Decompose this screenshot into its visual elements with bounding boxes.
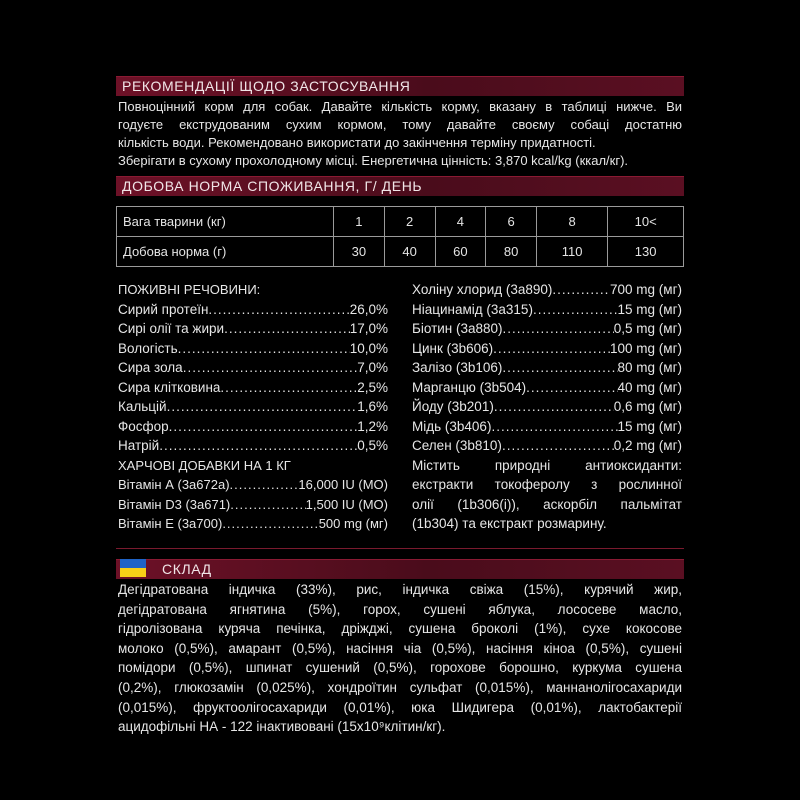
additive-name: Вітамін А (3а672а) [118, 477, 230, 492]
list-item [412, 319, 682, 339]
list-item [118, 339, 388, 359]
daily-norm-header: ДОБОВА НОРМА СПОЖИВАННЯ, Г/ ДЕНЬ [116, 176, 684, 196]
composition-line: (0,2%), глюкозамін (0,025%), хондроїтин сульфат (0,015%), маннанолігосахариди [118, 679, 682, 695]
composition-header: СКЛАД [116, 559, 684, 579]
weight-cell: 6 [486, 207, 537, 237]
norm-cell: 40 [384, 237, 435, 267]
weight-cell: 8 [537, 207, 608, 237]
nutrient-value: 1,2% [357, 418, 388, 434]
antioxidants-text [412, 456, 682, 534]
usage-line: Зберігати в сухому прохолодному місці. Енергетична цінність: 3,870 kcal/kg (ккал/кг). [118, 153, 629, 168]
weight-cell: 1 [334, 207, 385, 237]
composition-line: гідролізована куряча печінка, дріжджі, сушена броколі (1%), сухе кокосове [118, 621, 682, 637]
antioxidant-line: олії (1b306(i)), аскорбіл пальмітат [412, 496, 682, 512]
usage-header: РЕКОМЕНДАЦІЇ ЩОДО ЗАСТОСУВАННЯ [116, 76, 684, 96]
nutrient-name: Кальцій [118, 399, 167, 414]
composition-line: (0,015%), фруктоолігосахариди (0,01%), юка Шидигера (0,01%), лактобактерії [118, 699, 682, 715]
additive-value: 1,500 IU (МО) [305, 496, 388, 512]
norm-cell: 110 [537, 237, 608, 267]
section-divider [116, 548, 684, 549]
mineral-name: Залізо (3b106) [412, 360, 503, 375]
mineral-name: Мідь (3b406) [412, 418, 492, 434]
nutrient-value: 0,5% [357, 438, 388, 453]
weight-cell: 4 [435, 207, 486, 237]
nutrient-name: Сира зола [118, 360, 183, 375]
list-item [118, 319, 388, 339]
nutrient-name: Вологість [118, 340, 178, 356]
nutrients-title: ПОЖИВНІ РЕЧОВИНИ: [118, 282, 261, 297]
usage-line: годуєте екструдованим сухим кормом, тому давайте своєму собаці достатню [118, 117, 682, 132]
list-item [412, 339, 682, 359]
table-row [117, 207, 684, 237]
nutrient-value: 26,0% [349, 301, 388, 317]
norm-label: Добова норма (г) [117, 237, 334, 267]
nutrient-value: 1,6% [357, 399, 388, 414]
mineral-value: 0,5 mg (мг) [613, 321, 682, 336]
nutrients-column [118, 280, 388, 534]
list-item [118, 358, 388, 378]
nutrient-name: Натрій [118, 438, 160, 453]
usage-line: Повноцінний корм для собак. Давайте кількість корму, вказану в таблиці нижче. Ви [118, 99, 682, 114]
table-row [117, 237, 684, 267]
weight-cell: 2 [384, 207, 435, 237]
daily-norm-table [116, 206, 684, 267]
list-item [412, 397, 682, 417]
composition-line: Дегідратована індичка (33%), рис, індичка свіжа (15%), курячий жир, [118, 582, 682, 597]
list-item [118, 475, 388, 495]
mineral-name: Селен (3b810) [412, 438, 502, 453]
mineral-name: Йоду (3b201) [412, 399, 494, 414]
weight-cell: 10< [608, 207, 684, 237]
nutrient-value: 17,0% [349, 321, 388, 336]
list-item [412, 280, 682, 300]
norm-cell: 30 [334, 237, 385, 267]
additive-name: Вітамін Е (3а700) [118, 516, 223, 531]
usage-line: кількість води. Рекомендовано використати до закінчення терміну придатності. [118, 135, 596, 150]
nutrient-name: Сирі олії та жири [118, 321, 225, 336]
mineral-value: 40 mg (мг) [617, 379, 682, 395]
norm-cell: 130 [608, 237, 684, 267]
mineral-value: 100 mg (мг) [610, 340, 682, 356]
nutrient-name: Сирий протеїн [118, 301, 209, 317]
composition-line: помідори (0,5%), шпинат сушений (0,5%), горохове борошно, куркума сушена [118, 660, 682, 676]
norm-cell: 80 [486, 237, 537, 267]
additive-value: 16,000 IU (МО) [298, 477, 388, 492]
nutrient-name: Сира клітковина [118, 379, 221, 395]
composition-text [118, 580, 682, 737]
list-item [412, 300, 682, 320]
mineral-name: Ніацинамід (3а315) [412, 301, 533, 317]
minerals-column [412, 280, 682, 534]
additive-value: 500 mg (мг) [318, 516, 388, 531]
composition-line: дегідратована ягнятина (5%), горох, сушені яблука, лососеве масло, [118, 601, 682, 617]
mineral-name: Цинк (3b606) [412, 340, 494, 356]
antioxidant-line: (1b304) та екстракт розмарину. [412, 516, 607, 531]
norm-cell: 60 [435, 237, 486, 267]
list-item [118, 436, 388, 456]
mineral-value: 0,6 mg (мг) [613, 399, 682, 414]
list-item [412, 417, 682, 437]
usage-text [118, 98, 682, 170]
mineral-value: 80 mg (мг) [617, 360, 682, 375]
nutrient-value: 2,5% [357, 379, 388, 395]
composition-line: молоко (0,5%), амарант (0,5%), насіння чіа (0,5%), насіння кіноа (0,5%), сушені [118, 640, 682, 656]
mineral-name: Біотин (3а880) [412, 321, 503, 336]
list-item [118, 300, 388, 320]
mineral-value: 15 mg (мг) [617, 418, 682, 434]
mineral-name: Холіну хлорид (3а890) [412, 282, 553, 297]
additives-title: ХАРЧОВІ ДОБАВКИ НА 1 КГ [118, 457, 291, 473]
nutrient-name: Фосфор [118, 418, 169, 434]
antioxidant-line: екстракти токоферолу з рослинної [412, 477, 682, 492]
list-item [118, 378, 388, 398]
ukraine-flag-icon [120, 559, 146, 577]
list-item [412, 378, 682, 398]
list-item [412, 436, 682, 456]
weight-label: Вага тварини (кг) [117, 207, 334, 237]
mineral-name: Марганцю (3b504) [412, 379, 527, 395]
composition-line: ацидофільні НА - 122 інактивовані (15x10⁹клітин/кг). [118, 719, 446, 735]
mineral-value: 700 mg (мг) [610, 282, 682, 297]
additive-name: Вітамін D3 (3а671) [118, 496, 231, 512]
nutrient-value: 10,0% [349, 340, 388, 356]
nutrient-value: 7,0% [357, 360, 388, 375]
list-item [412, 358, 682, 378]
label-panel [116, 0, 684, 800]
mineral-value: 0,2 mg (мг) [613, 438, 682, 453]
antioxidant-line: Містить природні антиоксиданти: [412, 457, 682, 473]
list-item [118, 397, 388, 417]
mineral-value: 15 mg (мг) [617, 301, 682, 317]
list-item [118, 417, 388, 437]
list-item [118, 514, 388, 534]
list-item [118, 495, 388, 515]
